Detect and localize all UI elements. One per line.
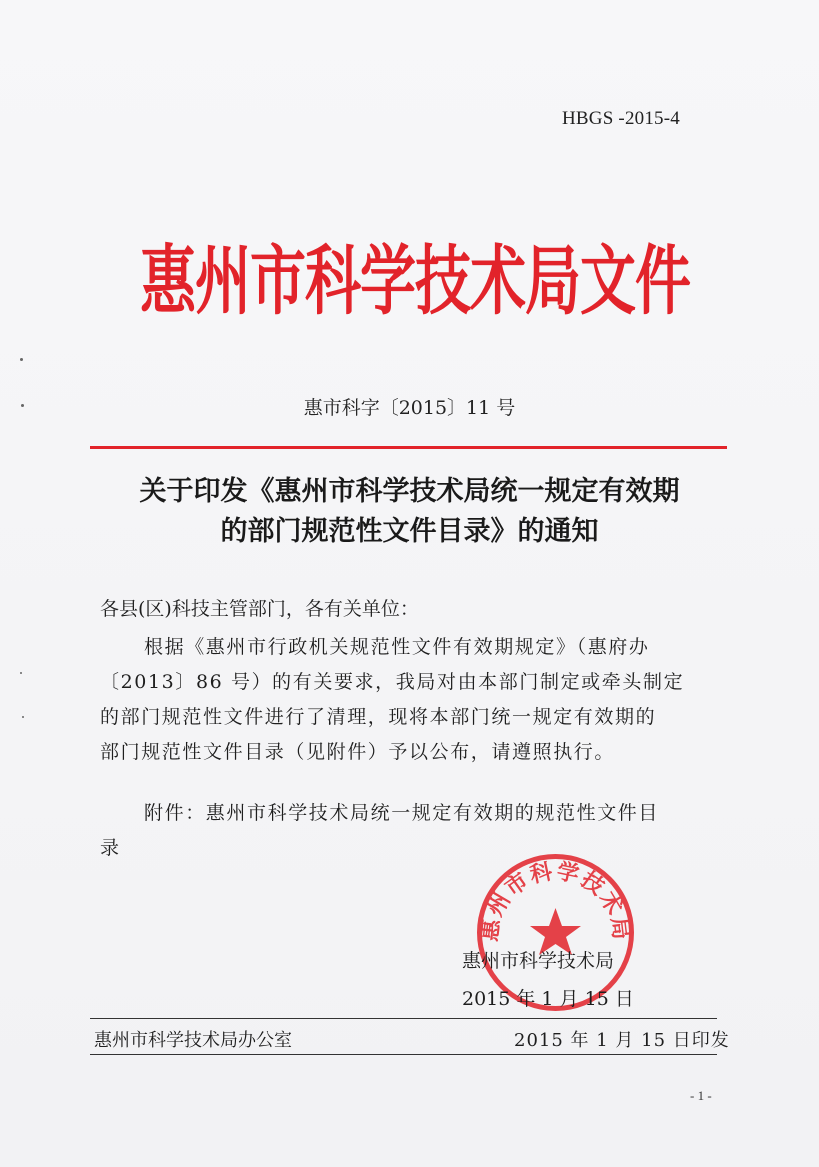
notice-title xyxy=(0,472,819,552)
attachment-line: 录 xyxy=(100,837,121,859)
masthead-title: 惠州市科学技术局文件 xyxy=(140,238,690,326)
scan-speck xyxy=(20,358,23,361)
page-number: - 1 - xyxy=(690,1088,712,1103)
paragraph-line: 的部门规范性文件进行了清理，现将本部门统一规定有效期的 xyxy=(100,706,657,728)
paragraph-line: 〔2013〕86 号）的有关要求，我局对由本部门制定或牵头制定 xyxy=(100,671,685,693)
red-divider xyxy=(90,446,727,449)
footer-rule-top xyxy=(90,1018,717,1019)
scan-speck xyxy=(21,404,24,407)
scan-speck xyxy=(20,672,22,674)
paragraph-line: 根据《惠州市行政机关规范性文件有效期规定》（惠府办 xyxy=(144,636,650,658)
footer-office: 惠州市科学技术局办公室 xyxy=(94,1030,292,1051)
svg-text:惠州市科学技术局: 惠州市科学技术局 xyxy=(477,859,634,943)
attachment-line: 附件：惠州市科学技术局统一规定有效期的规范性文件目 xyxy=(144,802,660,824)
notice-title-line-2: 的部门规范性文件目录》的通知 xyxy=(220,516,599,547)
footer-print-date: 2015 年 1 月 15 日印发 xyxy=(514,1030,730,1051)
file-number: 惠市科字〔2015〕11 号 xyxy=(303,397,516,419)
document-code: HBGS -2015-4 xyxy=(562,108,680,129)
notice-title-line-1: 关于印发《惠州市科学技术局统一规定有效期 xyxy=(139,476,680,507)
scan-speck xyxy=(22,716,24,718)
signature-issuer: 惠州市科学技术局 xyxy=(462,950,615,972)
paragraph-line: 部门规范性文件目录（见附件）予以公布，请遵照执行。 xyxy=(100,741,616,763)
signature-date: 2015 年 1 月 15 日 xyxy=(462,988,634,1010)
footer-rule-bottom xyxy=(90,1054,717,1055)
body-paragraph xyxy=(100,630,720,770)
salutation: 各县(区)科技主管部门，各有关单位： xyxy=(100,598,419,620)
